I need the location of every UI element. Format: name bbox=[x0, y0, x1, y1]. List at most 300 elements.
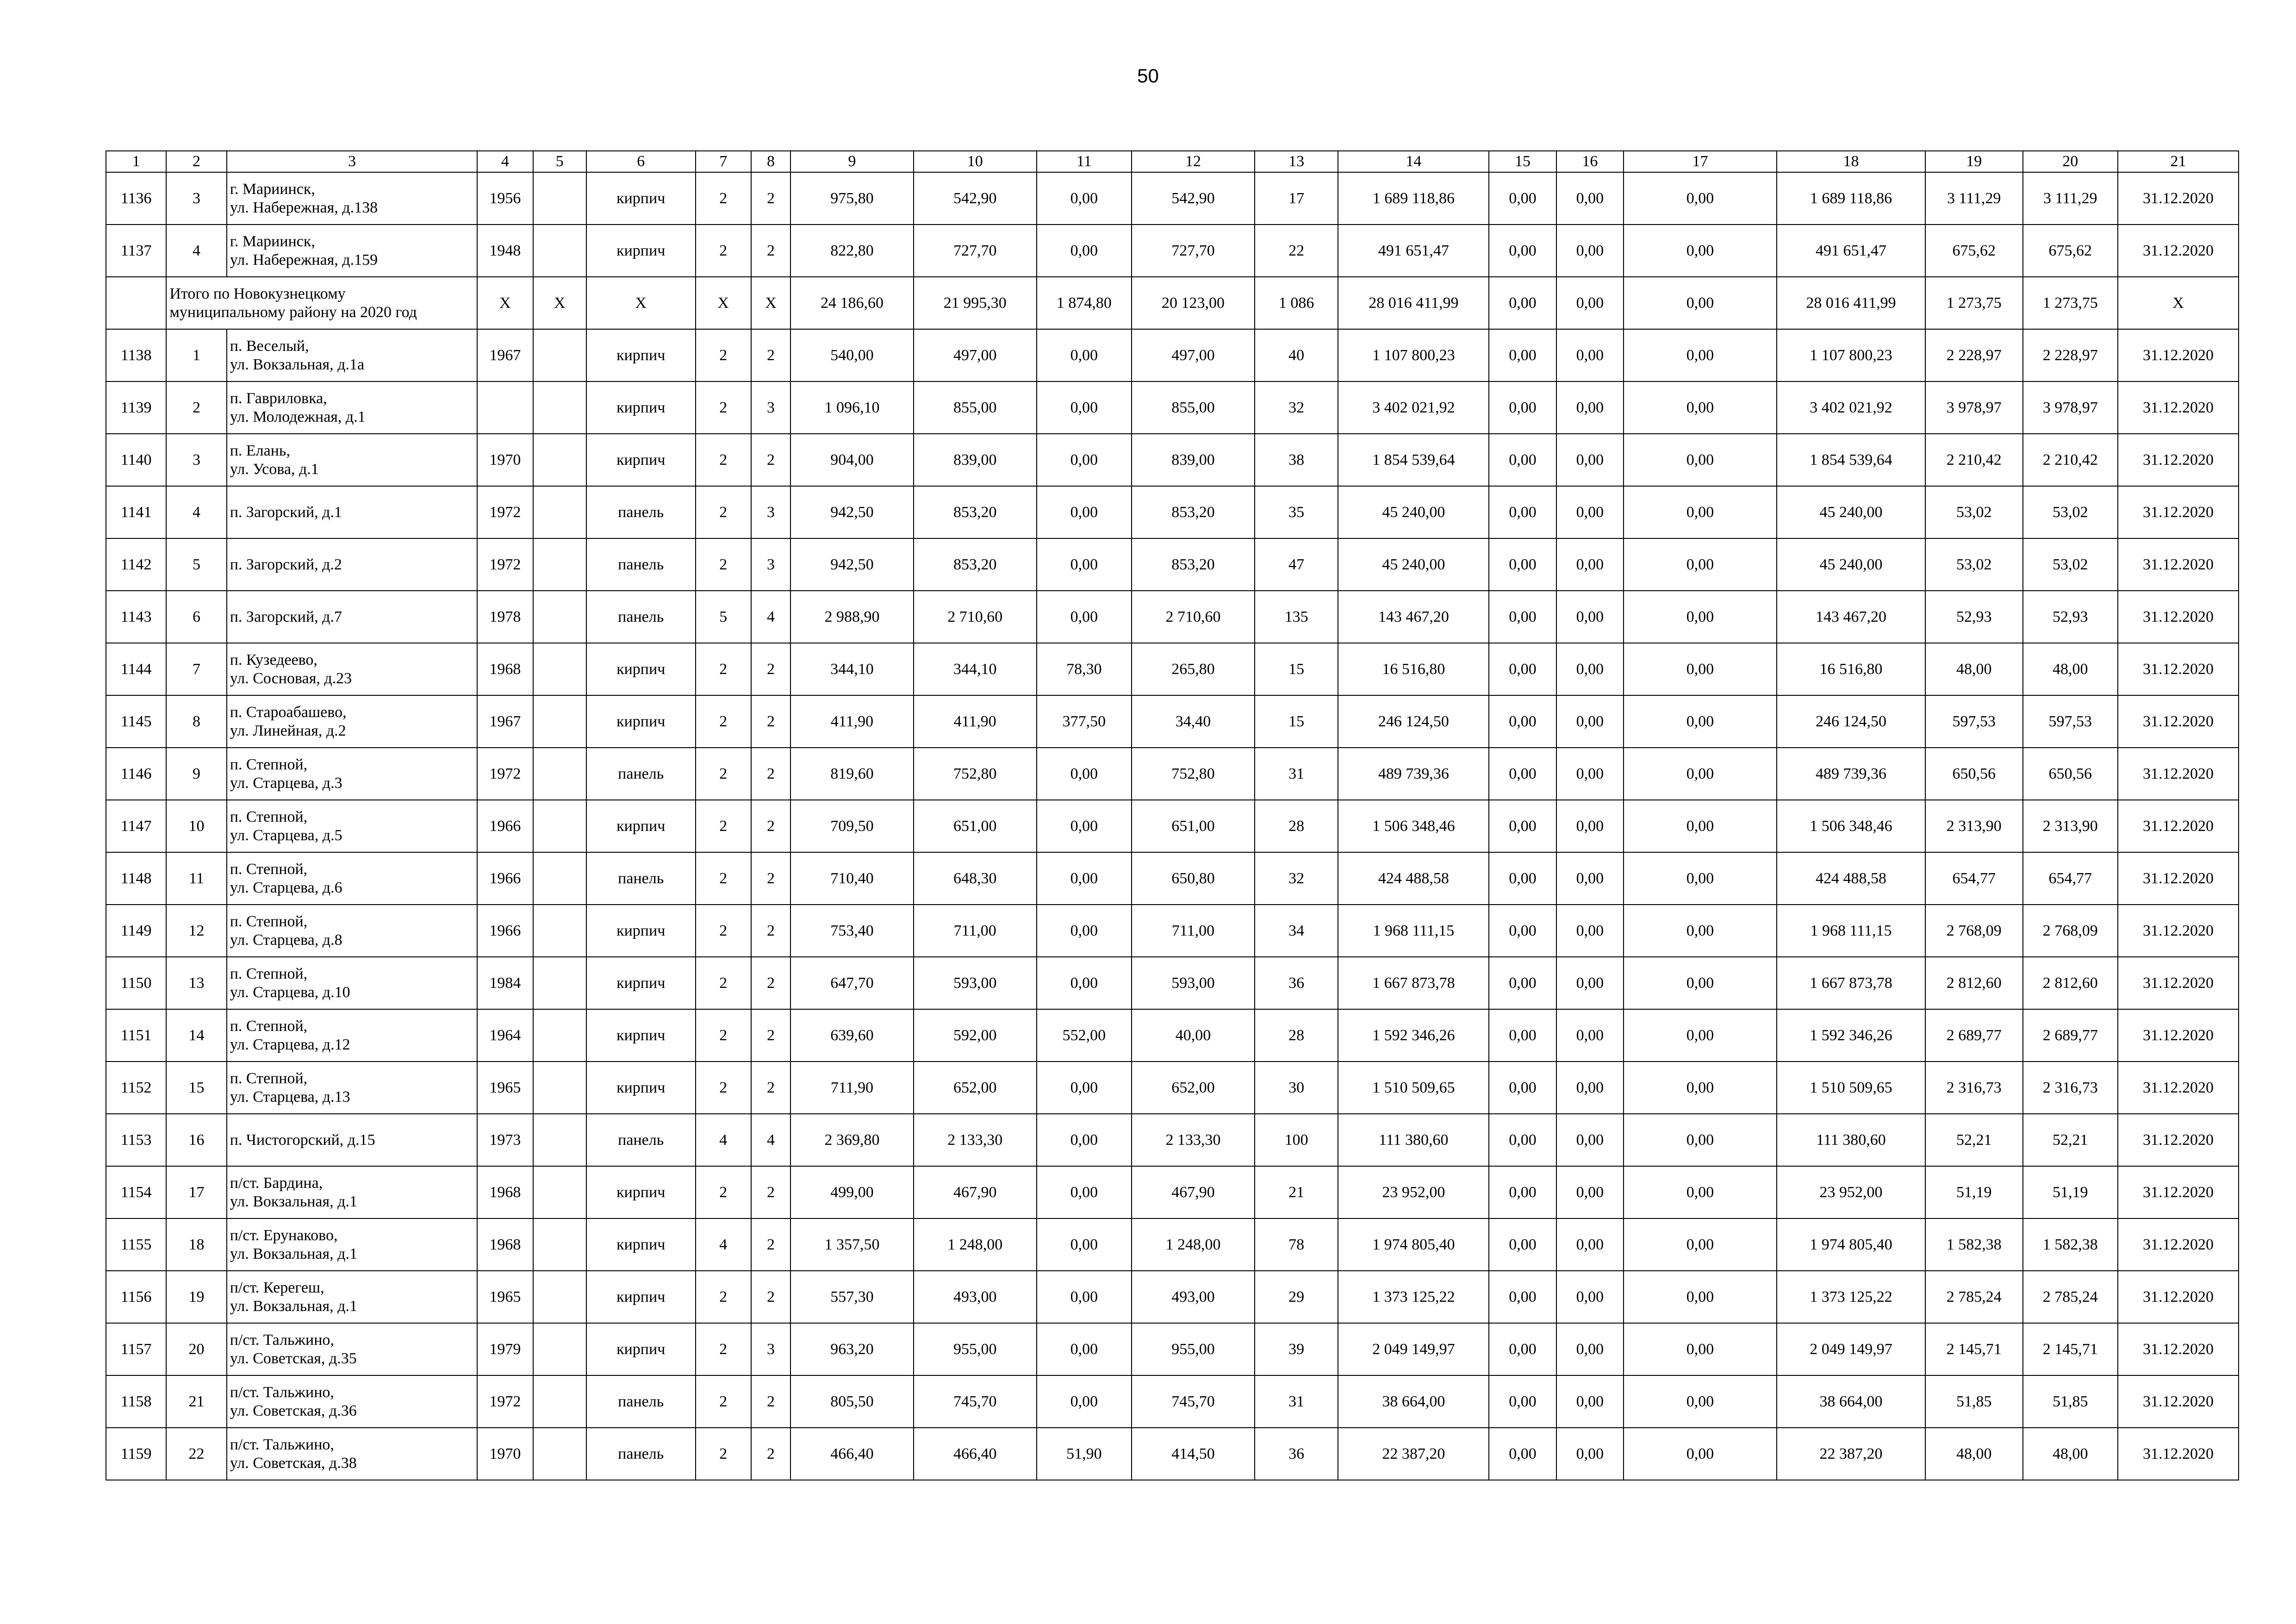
value-cell bbox=[533, 1323, 586, 1375]
value-cell: панель bbox=[586, 591, 696, 643]
table-row bbox=[106, 225, 2239, 277]
value-cell: 47 bbox=[1255, 538, 1338, 591]
value-cell: 0,00 bbox=[1624, 643, 1777, 695]
value-cell: 22 387,20 bbox=[1777, 1428, 1925, 1480]
value-cell: 143 467,20 bbox=[1338, 591, 1489, 643]
value-cell: 34,40 bbox=[1132, 695, 1255, 748]
value-cell: 3 111,29 bbox=[2023, 172, 2118, 225]
table-row bbox=[106, 957, 2239, 1009]
column-number-header: 12 bbox=[1132, 151, 1255, 172]
sub-number-cell: 1 bbox=[166, 329, 226, 381]
value-cell: 5 bbox=[696, 591, 751, 643]
value-cell: 0,00 bbox=[1556, 1428, 1624, 1480]
value-cell bbox=[533, 800, 586, 852]
value-cell: 3 bbox=[751, 1323, 790, 1375]
value-cell: 0,00 bbox=[1556, 800, 1624, 852]
value-cell: 2 bbox=[751, 748, 790, 800]
address-cell bbox=[227, 905, 478, 957]
table-row bbox=[106, 1062, 2239, 1114]
sub-number-cell: 17 bbox=[166, 1166, 226, 1218]
value-cell: 0,00 bbox=[1556, 852, 1624, 905]
row-number-cell: 1141 bbox=[106, 486, 166, 538]
value-cell: кирпич bbox=[586, 172, 696, 225]
value-cell: 1 506 348,46 bbox=[1338, 800, 1489, 852]
value-cell: 2 bbox=[696, 1428, 751, 1480]
value-cell: 2 bbox=[696, 1375, 751, 1428]
value-cell: 36 bbox=[1255, 1428, 1338, 1480]
address-line-1: п/ст. Тальжино, bbox=[230, 1383, 334, 1401]
row-number-cell: 1145 bbox=[106, 695, 166, 748]
value-cell: 31.12.2020 bbox=[2118, 591, 2239, 643]
address-line-1: п. Степной, bbox=[230, 756, 308, 773]
value-cell: 2 bbox=[751, 1428, 790, 1480]
value-cell: 822,80 bbox=[790, 225, 914, 277]
value-cell: 1 968 111,15 bbox=[1777, 905, 1925, 957]
value-cell: 542,90 bbox=[1132, 172, 1255, 225]
address-cell bbox=[227, 434, 478, 486]
value-cell: 2 bbox=[751, 1166, 790, 1218]
value-cell: кирпич bbox=[586, 695, 696, 748]
table-body bbox=[106, 151, 2239, 1480]
value-cell: 1 506 348,46 bbox=[1777, 800, 1925, 852]
value-cell: 2 313,90 bbox=[1925, 800, 2023, 852]
value-cell: 0,00 bbox=[1556, 1114, 1624, 1166]
value-cell: 30 bbox=[1255, 1062, 1338, 1114]
value-cell: 0,00 bbox=[1037, 591, 1132, 643]
value-cell: 51,19 bbox=[2023, 1166, 2118, 1218]
sub-number-cell: 2 bbox=[166, 381, 226, 434]
value-cell: 53,02 bbox=[1925, 486, 2023, 538]
value-cell: 31.12.2020 bbox=[2118, 329, 2239, 381]
row-number-cell: 1149 bbox=[106, 905, 166, 957]
value-cell: 39 bbox=[1255, 1323, 1338, 1375]
value-cell: 597,53 bbox=[1925, 695, 2023, 748]
value-cell: 0,00 bbox=[1556, 1009, 1624, 1062]
value-cell: 31.12.2020 bbox=[2118, 695, 2239, 748]
value-cell: 853,20 bbox=[1132, 538, 1255, 591]
value-cell: 0,00 bbox=[1489, 748, 1556, 800]
value-cell: 31.12.2020 bbox=[2118, 434, 2239, 486]
empty-cell bbox=[106, 277, 166, 329]
value-cell: 2 228,97 bbox=[2023, 329, 2118, 381]
value-cell: 1 107 800,23 bbox=[1777, 329, 1925, 381]
address-cell bbox=[227, 1218, 478, 1271]
sub-number-cell: 22 bbox=[166, 1428, 226, 1480]
value-cell: 489 739,36 bbox=[1777, 748, 1925, 800]
value-cell: 727,70 bbox=[914, 225, 1037, 277]
value-cell: 2 bbox=[751, 1009, 790, 1062]
address-cell bbox=[227, 748, 478, 800]
value-cell: 31.12.2020 bbox=[2118, 1323, 2239, 1375]
address-line-2: ул. Набережная, д.159 bbox=[230, 251, 378, 269]
value-cell: 21 bbox=[1255, 1166, 1338, 1218]
value-cell: 497,00 bbox=[1132, 329, 1255, 381]
value-cell: 1965 bbox=[477, 1271, 533, 1323]
value-cell: кирпич bbox=[586, 434, 696, 486]
value-cell bbox=[533, 643, 586, 695]
value-cell: 31 bbox=[1255, 1375, 1338, 1428]
column-number-header: 3 bbox=[227, 151, 478, 172]
value-cell: 52,93 bbox=[1925, 591, 2023, 643]
value-cell: 466,40 bbox=[914, 1428, 1037, 1480]
value-cell: 1 667 873,78 bbox=[1777, 957, 1925, 1009]
value-cell: 675,62 bbox=[1925, 225, 2023, 277]
value-cell: 491 651,47 bbox=[1338, 225, 1489, 277]
value-cell: 0,00 bbox=[1037, 800, 1132, 852]
value-cell: кирпич bbox=[586, 225, 696, 277]
address-cell bbox=[227, 1428, 478, 1480]
value-cell: 1968 bbox=[477, 1218, 533, 1271]
value-cell: 1972 bbox=[477, 486, 533, 538]
value-cell: 2 bbox=[696, 1271, 751, 1323]
value-cell: 0,00 bbox=[1037, 1166, 1132, 1218]
value-cell: 0,00 bbox=[1489, 329, 1556, 381]
row-number-cell: 1152 bbox=[106, 1062, 166, 1114]
value-cell: 839,00 bbox=[1132, 434, 1255, 486]
address-line-2: ул. Советская, д.35 bbox=[230, 1349, 357, 1367]
value-cell: 542,90 bbox=[914, 172, 1037, 225]
value-cell: 2 316,73 bbox=[2023, 1062, 2118, 1114]
value-cell: 2 145,71 bbox=[2023, 1323, 2118, 1375]
value-cell: 0,00 bbox=[1037, 905, 1132, 957]
sub-number-cell: 3 bbox=[166, 434, 226, 486]
value-cell: 0,00 bbox=[1037, 1218, 1132, 1271]
row-number-cell: 1155 bbox=[106, 1218, 166, 1271]
address-line-2: ул. Старцева, д.5 bbox=[230, 826, 342, 844]
address-line-2: ул. Старцева, д.12 bbox=[230, 1036, 350, 1053]
value-cell: 31.12.2020 bbox=[2118, 1375, 2239, 1428]
value-cell: 0,00 bbox=[1489, 800, 1556, 852]
value-cell: 2 bbox=[696, 1166, 751, 1218]
column-number-header: 15 bbox=[1489, 151, 1556, 172]
value-cell: 0,00 bbox=[1556, 1166, 1624, 1218]
value-cell: 1 248,00 bbox=[914, 1218, 1037, 1271]
value-cell: 53,02 bbox=[1925, 538, 2023, 591]
table-row bbox=[106, 1323, 2239, 1375]
value-cell: 0,00 bbox=[1624, 748, 1777, 800]
address-line-1: п. Веселый, bbox=[230, 337, 309, 355]
value-cell: 0,00 bbox=[1489, 643, 1556, 695]
value-cell: 1972 bbox=[477, 1375, 533, 1428]
value-cell: 0,00 bbox=[1489, 1323, 1556, 1375]
address-line-2: ул. Старцева, д.13 bbox=[230, 1088, 350, 1106]
value-cell: 1964 bbox=[477, 1009, 533, 1062]
value-cell: 2 bbox=[696, 225, 751, 277]
value-cell: 654,77 bbox=[2023, 852, 2118, 905]
table-row bbox=[106, 695, 2239, 748]
table-row bbox=[106, 1428, 2239, 1480]
value-cell: 651,00 bbox=[1132, 800, 1255, 852]
value-cell: 819,60 bbox=[790, 748, 914, 800]
value-cell: 414,50 bbox=[1132, 1428, 1255, 1480]
row-number-cell: 1144 bbox=[106, 643, 166, 695]
value-cell bbox=[533, 1009, 586, 1062]
total-value-cell: 0,00 bbox=[1489, 277, 1556, 329]
value-cell: 1968 bbox=[477, 1166, 533, 1218]
value-cell: 2 bbox=[696, 1323, 751, 1375]
value-cell: 2 812,60 bbox=[2023, 957, 2118, 1009]
value-cell: 111 380,60 bbox=[1777, 1114, 1925, 1166]
value-cell bbox=[533, 1218, 586, 1271]
housing-register-table bbox=[106, 150, 2239, 1480]
address-line-2: ул. Вокзальная, д.1 bbox=[230, 1193, 357, 1210]
value-cell: 0,00 bbox=[1624, 381, 1777, 434]
address-cell bbox=[227, 800, 478, 852]
value-cell: 411,90 bbox=[790, 695, 914, 748]
value-cell: 2 bbox=[696, 329, 751, 381]
value-cell: 0,00 bbox=[1489, 1009, 1556, 1062]
value-cell: 78,30 bbox=[1037, 643, 1132, 695]
value-cell: 493,00 bbox=[1132, 1271, 1255, 1323]
value-cell: 29 bbox=[1255, 1271, 1338, 1323]
value-cell: 2 bbox=[751, 225, 790, 277]
value-cell: 2 145,71 bbox=[1925, 1323, 2023, 1375]
value-cell: 1968 bbox=[477, 643, 533, 695]
value-cell: 22 387,20 bbox=[1338, 1428, 1489, 1480]
value-cell: 48,00 bbox=[2023, 1428, 2118, 1480]
total-value-cell: X bbox=[477, 277, 533, 329]
value-cell: 32 bbox=[1255, 852, 1338, 905]
value-cell: 2 bbox=[751, 1218, 790, 1271]
total-value-cell: 28 016 411,99 bbox=[1338, 277, 1489, 329]
value-cell: 2 210,42 bbox=[1925, 434, 2023, 486]
value-cell: 0,00 bbox=[1489, 695, 1556, 748]
value-cell: 377,50 bbox=[1037, 695, 1132, 748]
table-row bbox=[106, 800, 2239, 852]
value-cell: 0,00 bbox=[1624, 1114, 1777, 1166]
value-cell: 0,00 bbox=[1489, 1428, 1556, 1480]
address-line-1: п/ст. Тальжино, bbox=[230, 1331, 334, 1349]
value-cell: 499,00 bbox=[790, 1166, 914, 1218]
value-cell: 752,80 bbox=[1132, 748, 1255, 800]
sub-number-cell: 3 bbox=[166, 172, 226, 225]
value-cell: 40,00 bbox=[1132, 1009, 1255, 1062]
row-number-cell: 1139 bbox=[106, 381, 166, 434]
value-cell: 904,00 bbox=[790, 434, 914, 486]
value-cell: 53,02 bbox=[2023, 486, 2118, 538]
value-cell: 1970 bbox=[477, 1428, 533, 1480]
row-number-cell: 1142 bbox=[106, 538, 166, 591]
column-number-header: 2 bbox=[166, 151, 226, 172]
value-cell: 2 133,30 bbox=[914, 1114, 1037, 1166]
value-cell bbox=[533, 905, 586, 957]
value-cell: 31.12.2020 bbox=[2118, 1009, 2239, 1062]
value-cell: 650,56 bbox=[1925, 748, 2023, 800]
value-cell: 540,00 bbox=[790, 329, 914, 381]
address-cell bbox=[227, 1271, 478, 1323]
value-cell: 710,40 bbox=[790, 852, 914, 905]
table-row bbox=[106, 381, 2239, 434]
value-cell: 2 bbox=[696, 1062, 751, 1114]
value-cell: 31.12.2020 bbox=[2118, 800, 2239, 852]
value-cell: 4 bbox=[751, 1114, 790, 1166]
value-cell: 31.12.2020 bbox=[2118, 1218, 2239, 1271]
address-line-1: п. Чистогорский, д.15 bbox=[230, 1131, 375, 1149]
table-row bbox=[106, 1218, 2239, 1271]
value-cell: 45 240,00 bbox=[1777, 486, 1925, 538]
value-cell: 246 124,50 bbox=[1777, 695, 1925, 748]
value-cell: 0,00 bbox=[1556, 329, 1624, 381]
value-cell: 2 bbox=[696, 486, 751, 538]
value-cell: 4 bbox=[696, 1114, 751, 1166]
address-line-1: п. Загорский, д.1 bbox=[230, 503, 342, 521]
value-cell: 16 516,80 bbox=[1777, 643, 1925, 695]
value-cell bbox=[533, 1062, 586, 1114]
value-cell: 1 854 539,64 bbox=[1777, 434, 1925, 486]
value-cell: 0,00 bbox=[1489, 172, 1556, 225]
value-cell: 344,10 bbox=[790, 643, 914, 695]
column-number-header: 7 bbox=[696, 151, 751, 172]
value-cell: 0,00 bbox=[1624, 1323, 1777, 1375]
total-value-cell: X bbox=[533, 277, 586, 329]
value-cell: 1966 bbox=[477, 852, 533, 905]
value-cell: 2 710,60 bbox=[914, 591, 1037, 643]
value-cell: 28 bbox=[1255, 1009, 1338, 1062]
table-row bbox=[106, 591, 2239, 643]
value-cell: 593,00 bbox=[1132, 957, 1255, 1009]
value-cell: 1 373 125,22 bbox=[1777, 1271, 1925, 1323]
address-cell bbox=[227, 695, 478, 748]
value-cell: 2 bbox=[696, 957, 751, 1009]
value-cell: 652,00 bbox=[914, 1062, 1037, 1114]
total-value-cell: 1 874,80 bbox=[1037, 277, 1132, 329]
value-cell: 1 689 118,86 bbox=[1338, 172, 1489, 225]
value-cell: 853,20 bbox=[1132, 486, 1255, 538]
value-cell: 1 689 118,86 bbox=[1777, 172, 1925, 225]
value-cell: 31.12.2020 bbox=[2118, 643, 2239, 695]
address-line-1: п/ст. Керегеш, bbox=[230, 1279, 324, 1296]
value-cell: 0,00 bbox=[1489, 538, 1556, 591]
value-cell: 424 488,58 bbox=[1338, 852, 1489, 905]
value-cell: 2 988,90 bbox=[790, 591, 914, 643]
value-cell bbox=[533, 329, 586, 381]
value-cell: 1966 bbox=[477, 905, 533, 957]
value-cell: 650,80 bbox=[1132, 852, 1255, 905]
value-cell: 1 667 873,78 bbox=[1338, 957, 1489, 1009]
value-cell: 0,00 bbox=[1624, 434, 1777, 486]
value-cell: 2 785,24 bbox=[1925, 1271, 2023, 1323]
address-line-1: п. Степной, bbox=[230, 1017, 308, 1035]
value-cell: 0,00 bbox=[1556, 905, 1624, 957]
address-line-1: г. Мариинск, bbox=[230, 180, 315, 198]
value-cell: 16 516,80 bbox=[1338, 643, 1489, 695]
value-cell: 32 bbox=[1255, 381, 1338, 434]
value-cell: 489 739,36 bbox=[1338, 748, 1489, 800]
value-cell: 855,00 bbox=[914, 381, 1037, 434]
table-row bbox=[106, 1114, 2239, 1166]
column-number-header: 1 bbox=[106, 151, 166, 172]
address-line-1: п. Кузедеево, bbox=[230, 651, 317, 668]
value-cell: 31.12.2020 bbox=[2118, 905, 2239, 957]
value-cell: 0,00 bbox=[1489, 591, 1556, 643]
value-cell: 466,40 bbox=[790, 1428, 914, 1480]
value-cell: 2 bbox=[696, 538, 751, 591]
total-value-cell: 0,00 bbox=[1624, 277, 1777, 329]
address-line-1: п/ст. Тальжино, bbox=[230, 1436, 334, 1453]
value-cell bbox=[533, 695, 586, 748]
value-cell: 2 bbox=[696, 172, 751, 225]
value-cell: 0,00 bbox=[1037, 1114, 1132, 1166]
address-line-1: п. Загорский, д.2 bbox=[230, 556, 342, 573]
table-row bbox=[106, 1375, 2239, 1428]
value-cell bbox=[533, 225, 586, 277]
value-cell: 0,00 bbox=[1556, 643, 1624, 695]
value-cell: 38 664,00 bbox=[1338, 1375, 1489, 1428]
value-cell: 265,80 bbox=[1132, 643, 1255, 695]
value-cell: 31.12.2020 bbox=[2118, 1062, 2239, 1114]
value-cell: 36 bbox=[1255, 957, 1338, 1009]
value-cell: 647,70 bbox=[790, 957, 914, 1009]
value-cell: 424 488,58 bbox=[1777, 852, 1925, 905]
sub-number-cell: 5 bbox=[166, 538, 226, 591]
value-cell: 135 bbox=[1255, 591, 1338, 643]
address-cell bbox=[227, 957, 478, 1009]
address-line-2: ул. Сосновая, д.23 bbox=[230, 669, 352, 687]
total-value-cell: 28 016 411,99 bbox=[1777, 277, 1925, 329]
row-number-cell: 1157 bbox=[106, 1323, 166, 1375]
value-cell: 45 240,00 bbox=[1338, 538, 1489, 591]
value-cell: 1 974 805,40 bbox=[1777, 1218, 1925, 1271]
value-cell: 597,53 bbox=[2023, 695, 2118, 748]
table-row bbox=[106, 1166, 2239, 1218]
value-cell bbox=[533, 434, 586, 486]
column-number-header: 11 bbox=[1037, 151, 1132, 172]
address-cell bbox=[227, 225, 478, 277]
row-number-cell: 1138 bbox=[106, 329, 166, 381]
total-value-cell: X bbox=[751, 277, 790, 329]
value-cell: 639,60 bbox=[790, 1009, 914, 1062]
value-cell: панель bbox=[586, 748, 696, 800]
column-number-header: 20 bbox=[2023, 151, 2118, 172]
value-cell: 493,00 bbox=[914, 1271, 1037, 1323]
address-line-2: ул. Вокзальная, д.1а bbox=[230, 356, 365, 373]
value-cell: 31.12.2020 bbox=[2118, 486, 2239, 538]
value-cell: 2 bbox=[751, 1271, 790, 1323]
total-label-line-1: Итого по Новокузнецкому bbox=[169, 285, 346, 302]
value-cell bbox=[533, 591, 586, 643]
table-row bbox=[106, 643, 2239, 695]
address-line-2: ул. Старцева, д.3 bbox=[230, 774, 342, 792]
value-cell: 557,30 bbox=[790, 1271, 914, 1323]
value-cell: 344,10 bbox=[914, 643, 1037, 695]
value-cell: 0,00 bbox=[1624, 1271, 1777, 1323]
row-number-cell: 1140 bbox=[106, 434, 166, 486]
value-cell: 0,00 bbox=[1489, 852, 1556, 905]
value-cell: 28 bbox=[1255, 800, 1338, 852]
row-number-cell: 1158 bbox=[106, 1375, 166, 1428]
value-cell: 0,00 bbox=[1489, 434, 1556, 486]
value-cell: 0,00 bbox=[1489, 1062, 1556, 1114]
value-cell: 31.12.2020 bbox=[2118, 852, 2239, 905]
value-cell: 2 313,90 bbox=[2023, 800, 2118, 852]
value-cell: 3 402 021,92 bbox=[1777, 381, 1925, 434]
value-cell: 0,00 bbox=[1624, 1009, 1777, 1062]
value-cell: 2 689,77 bbox=[1925, 1009, 2023, 1062]
total-value-cell: X bbox=[2118, 277, 2239, 329]
value-cell: 0,00 bbox=[1556, 225, 1624, 277]
address-line-1: п. Елань, bbox=[230, 442, 290, 459]
value-cell bbox=[533, 1114, 586, 1166]
value-cell bbox=[477, 381, 533, 434]
value-cell: 0,00 bbox=[1556, 591, 1624, 643]
value-cell: 2 bbox=[696, 643, 751, 695]
sub-number-cell: 4 bbox=[166, 225, 226, 277]
value-cell: 0,00 bbox=[1556, 957, 1624, 1009]
address-line-1: п. Староабашево, bbox=[230, 703, 347, 721]
value-cell: 1984 bbox=[477, 957, 533, 1009]
value-cell: 31.12.2020 bbox=[2118, 381, 2239, 434]
total-value-cell: 1 273,75 bbox=[2023, 277, 2118, 329]
